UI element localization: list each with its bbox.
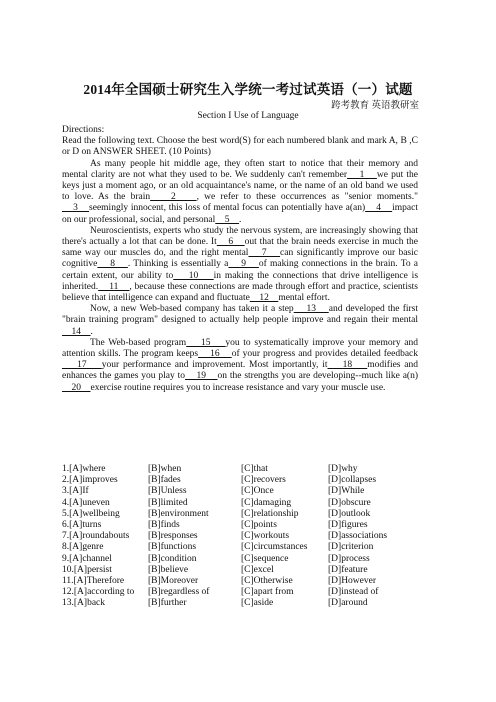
blank-number: 20 xyxy=(62,382,91,393)
option-row xyxy=(62,554,408,565)
option-choice: [D]obscure xyxy=(328,497,371,508)
option-choice: 4.[A]uneven xyxy=(62,497,110,508)
directions-label: Directions: xyxy=(62,125,105,135)
option-choice: 10.[A]persist xyxy=(62,564,112,575)
option-choice: [C]damaging xyxy=(241,497,292,508)
option-choice: [D]around xyxy=(328,598,368,609)
option-choice: [D]figures xyxy=(328,519,368,530)
option-row xyxy=(62,598,408,609)
passage-text: mental effort. xyxy=(278,293,330,304)
passage-text: in making the connections that drive intelligence is inherited. xyxy=(62,270,419,292)
passage-text: The Web-based program xyxy=(90,337,187,348)
option-choice: 1.[A]where xyxy=(62,464,106,474)
option-choice: 2.[A]improves xyxy=(62,475,118,486)
option-choice: [B]functions xyxy=(148,542,197,553)
option-choice: 6.[A]turns xyxy=(62,519,102,530)
option-choice: [B]further xyxy=(148,598,187,609)
option-row xyxy=(62,520,408,531)
option-choice: [B]responses xyxy=(148,531,198,542)
blank-number: 4 xyxy=(365,203,393,214)
passage-text: . xyxy=(239,214,242,225)
option-choice: 13.[A]back xyxy=(62,598,105,609)
option-row xyxy=(62,576,408,587)
section-heading: Section I Use of Language xyxy=(197,111,299,121)
passage-text: . Thinking is essentially a xyxy=(127,259,229,270)
option-choice: [B]when xyxy=(148,464,182,474)
option-choice: [B]finds xyxy=(148,519,180,530)
option-row xyxy=(62,498,408,509)
option-choice: [B]environment xyxy=(148,508,209,519)
passage-text: impact on our professional, social, and personal xyxy=(62,203,419,225)
passage-text: , because these connections are made through effort and practice, scientists believe that intelligence can expand and fluctuate xyxy=(62,281,418,304)
blank-number: 2 xyxy=(150,192,197,203)
option-row xyxy=(62,542,408,553)
blank-number: 11 xyxy=(98,281,130,292)
option-choice: 11.[A]Therefore xyxy=(62,575,125,586)
option-row xyxy=(62,475,408,486)
passage-text: Now, a new Web-based company has taken it a step xyxy=(90,304,294,315)
passage-paragraphs xyxy=(62,159,418,394)
passage-text: we put the keys just a moment ago, or an old acquaintance's name, or the name of an old band we used to love. As the brain xyxy=(62,169,419,203)
option-choice: [C]recovers xyxy=(241,475,286,486)
option-choice: [D]feature xyxy=(328,564,368,575)
passage-text: As many people hit middle age, they often start to notice that their memory and mental clarity are not what they used to be. We suddenly can't remember xyxy=(62,158,418,180)
blank-number: 5 xyxy=(215,214,240,225)
passage xyxy=(62,125,418,394)
blank-number: 17 xyxy=(62,360,102,371)
option-choice: [B]Moreover xyxy=(148,575,199,586)
option-choice: [C]circumstances xyxy=(241,542,308,553)
blank-number: 15 xyxy=(186,337,226,348)
passage-text: can significantly improve our basic cognitive xyxy=(62,248,418,270)
option-choice: [D]collapses xyxy=(328,475,377,486)
option-choice: [C]sequence xyxy=(241,553,289,564)
blank-number: 14 xyxy=(62,326,91,337)
passage-text: your performance and improvement. Most importantly, it xyxy=(101,360,328,371)
blank-number: 13 xyxy=(293,304,329,315)
option-choice: [B]Unless xyxy=(148,486,187,497)
option-choice: [D]process xyxy=(328,553,370,564)
blank-number: 19 xyxy=(185,371,218,382)
option-choice: [B]regardless of xyxy=(148,587,210,598)
option-row xyxy=(62,464,408,475)
option-choice: 8.[A]genre xyxy=(62,542,104,553)
option-choice: [D]However xyxy=(328,575,377,586)
exam-title: 2014年全国硕士研究生入学统一考过试英语（一）试题 xyxy=(83,82,413,97)
option-choice: [B]believe xyxy=(148,564,189,575)
option-choice: 12.[A]according to xyxy=(62,587,135,598)
option-choice: [C]relationship xyxy=(241,508,299,519)
passage-text: exercise routine requires you to increase resistance and vary your muscle use. xyxy=(90,382,386,393)
option-row xyxy=(62,565,408,576)
option-choice: [C]that xyxy=(241,464,268,474)
passage-paragraph xyxy=(62,226,418,304)
option-row xyxy=(62,531,408,542)
passage-text: out that the brain needs exercise in much the same way our muscles do, and the right mental xyxy=(62,237,418,259)
passage-text: modifies and enhances the games you play to xyxy=(62,360,418,382)
passage-text: Neuroscientists, experts who study the nervous system, are increasingly showing that there's actually a lot that can be done. It xyxy=(62,225,418,248)
option-choice: [D]associations xyxy=(328,531,388,542)
option-choice: 7.[A]roundabouts xyxy=(62,531,130,542)
option-choice: [B]condition xyxy=(148,553,197,564)
option-choice: [C]points xyxy=(241,519,277,530)
passage-text: on the strengths you are developing--much like a(n) xyxy=(217,371,418,382)
passage-text: , we refer to these occurrences as "senior moments." xyxy=(196,192,418,203)
blank-number: 9 xyxy=(228,259,259,270)
passage-paragraph xyxy=(62,338,418,394)
blank-number: 6 xyxy=(216,237,245,248)
passage-text: and developed the first "brain training program" designed to actually help people improve and regain their mental xyxy=(62,304,418,326)
option-choice: 3.[A]If xyxy=(62,486,89,497)
blank-number: 7 xyxy=(248,248,281,259)
option-choice: [C]aside xyxy=(241,598,274,609)
blank-number: 1 xyxy=(347,169,377,180)
option-choice: [C]excel xyxy=(241,564,274,575)
passage-paragraph xyxy=(62,304,418,338)
passage-text: you to systematically improve your memory and attention skills. The program keeps xyxy=(62,337,419,360)
option-choice: 5.[A]wellbeing xyxy=(62,508,120,519)
blank-number: 18 xyxy=(327,360,368,371)
passage-text: of making connections in the brain. To a certain extent, our ability to xyxy=(62,259,419,281)
option-choice: [C]workouts xyxy=(241,531,290,542)
passage-text: seemingly innocent, this loss of mental focus can potentially have a(an) xyxy=(89,203,366,214)
blank-number: 12 xyxy=(249,293,279,304)
passage-paragraph xyxy=(62,159,418,226)
option-row xyxy=(62,509,408,520)
option-choice: [D]why xyxy=(328,464,358,474)
option-choice: [D]instead of xyxy=(328,587,379,598)
option-choice: [D]criterion xyxy=(328,542,374,553)
option-choice: [D]outlook xyxy=(328,508,371,519)
option-choice: [D]While xyxy=(328,486,365,497)
option-choice: [C]apart from xyxy=(241,587,294,598)
option-choice: [B]limited xyxy=(148,497,188,508)
blank-number: 16 xyxy=(198,349,232,360)
blank-number: 10 xyxy=(173,270,214,281)
option-choice: [C]Otherwise xyxy=(241,575,293,586)
blank-number: 8 xyxy=(97,259,128,270)
option-choice: [B]fades xyxy=(148,475,181,486)
passage-text: . xyxy=(90,326,93,337)
directions-text: Read the following text. Choose the best word(S) for each numbered blank and mark A, B ,C or D on ANSWER SHEET. (10 Points) xyxy=(62,136,418,158)
option-choice: 9.[A]channel xyxy=(62,553,112,564)
option-choice: [C]Once xyxy=(241,486,274,497)
blank-number: 3 xyxy=(62,203,90,214)
answer-options xyxy=(62,464,408,609)
exam-subtitle: 跨考教育 英语教研室 xyxy=(331,101,419,111)
option-row xyxy=(62,587,408,598)
passage-text: of your progress and provides detailed feedback xyxy=(231,349,419,360)
option-row xyxy=(62,486,408,497)
